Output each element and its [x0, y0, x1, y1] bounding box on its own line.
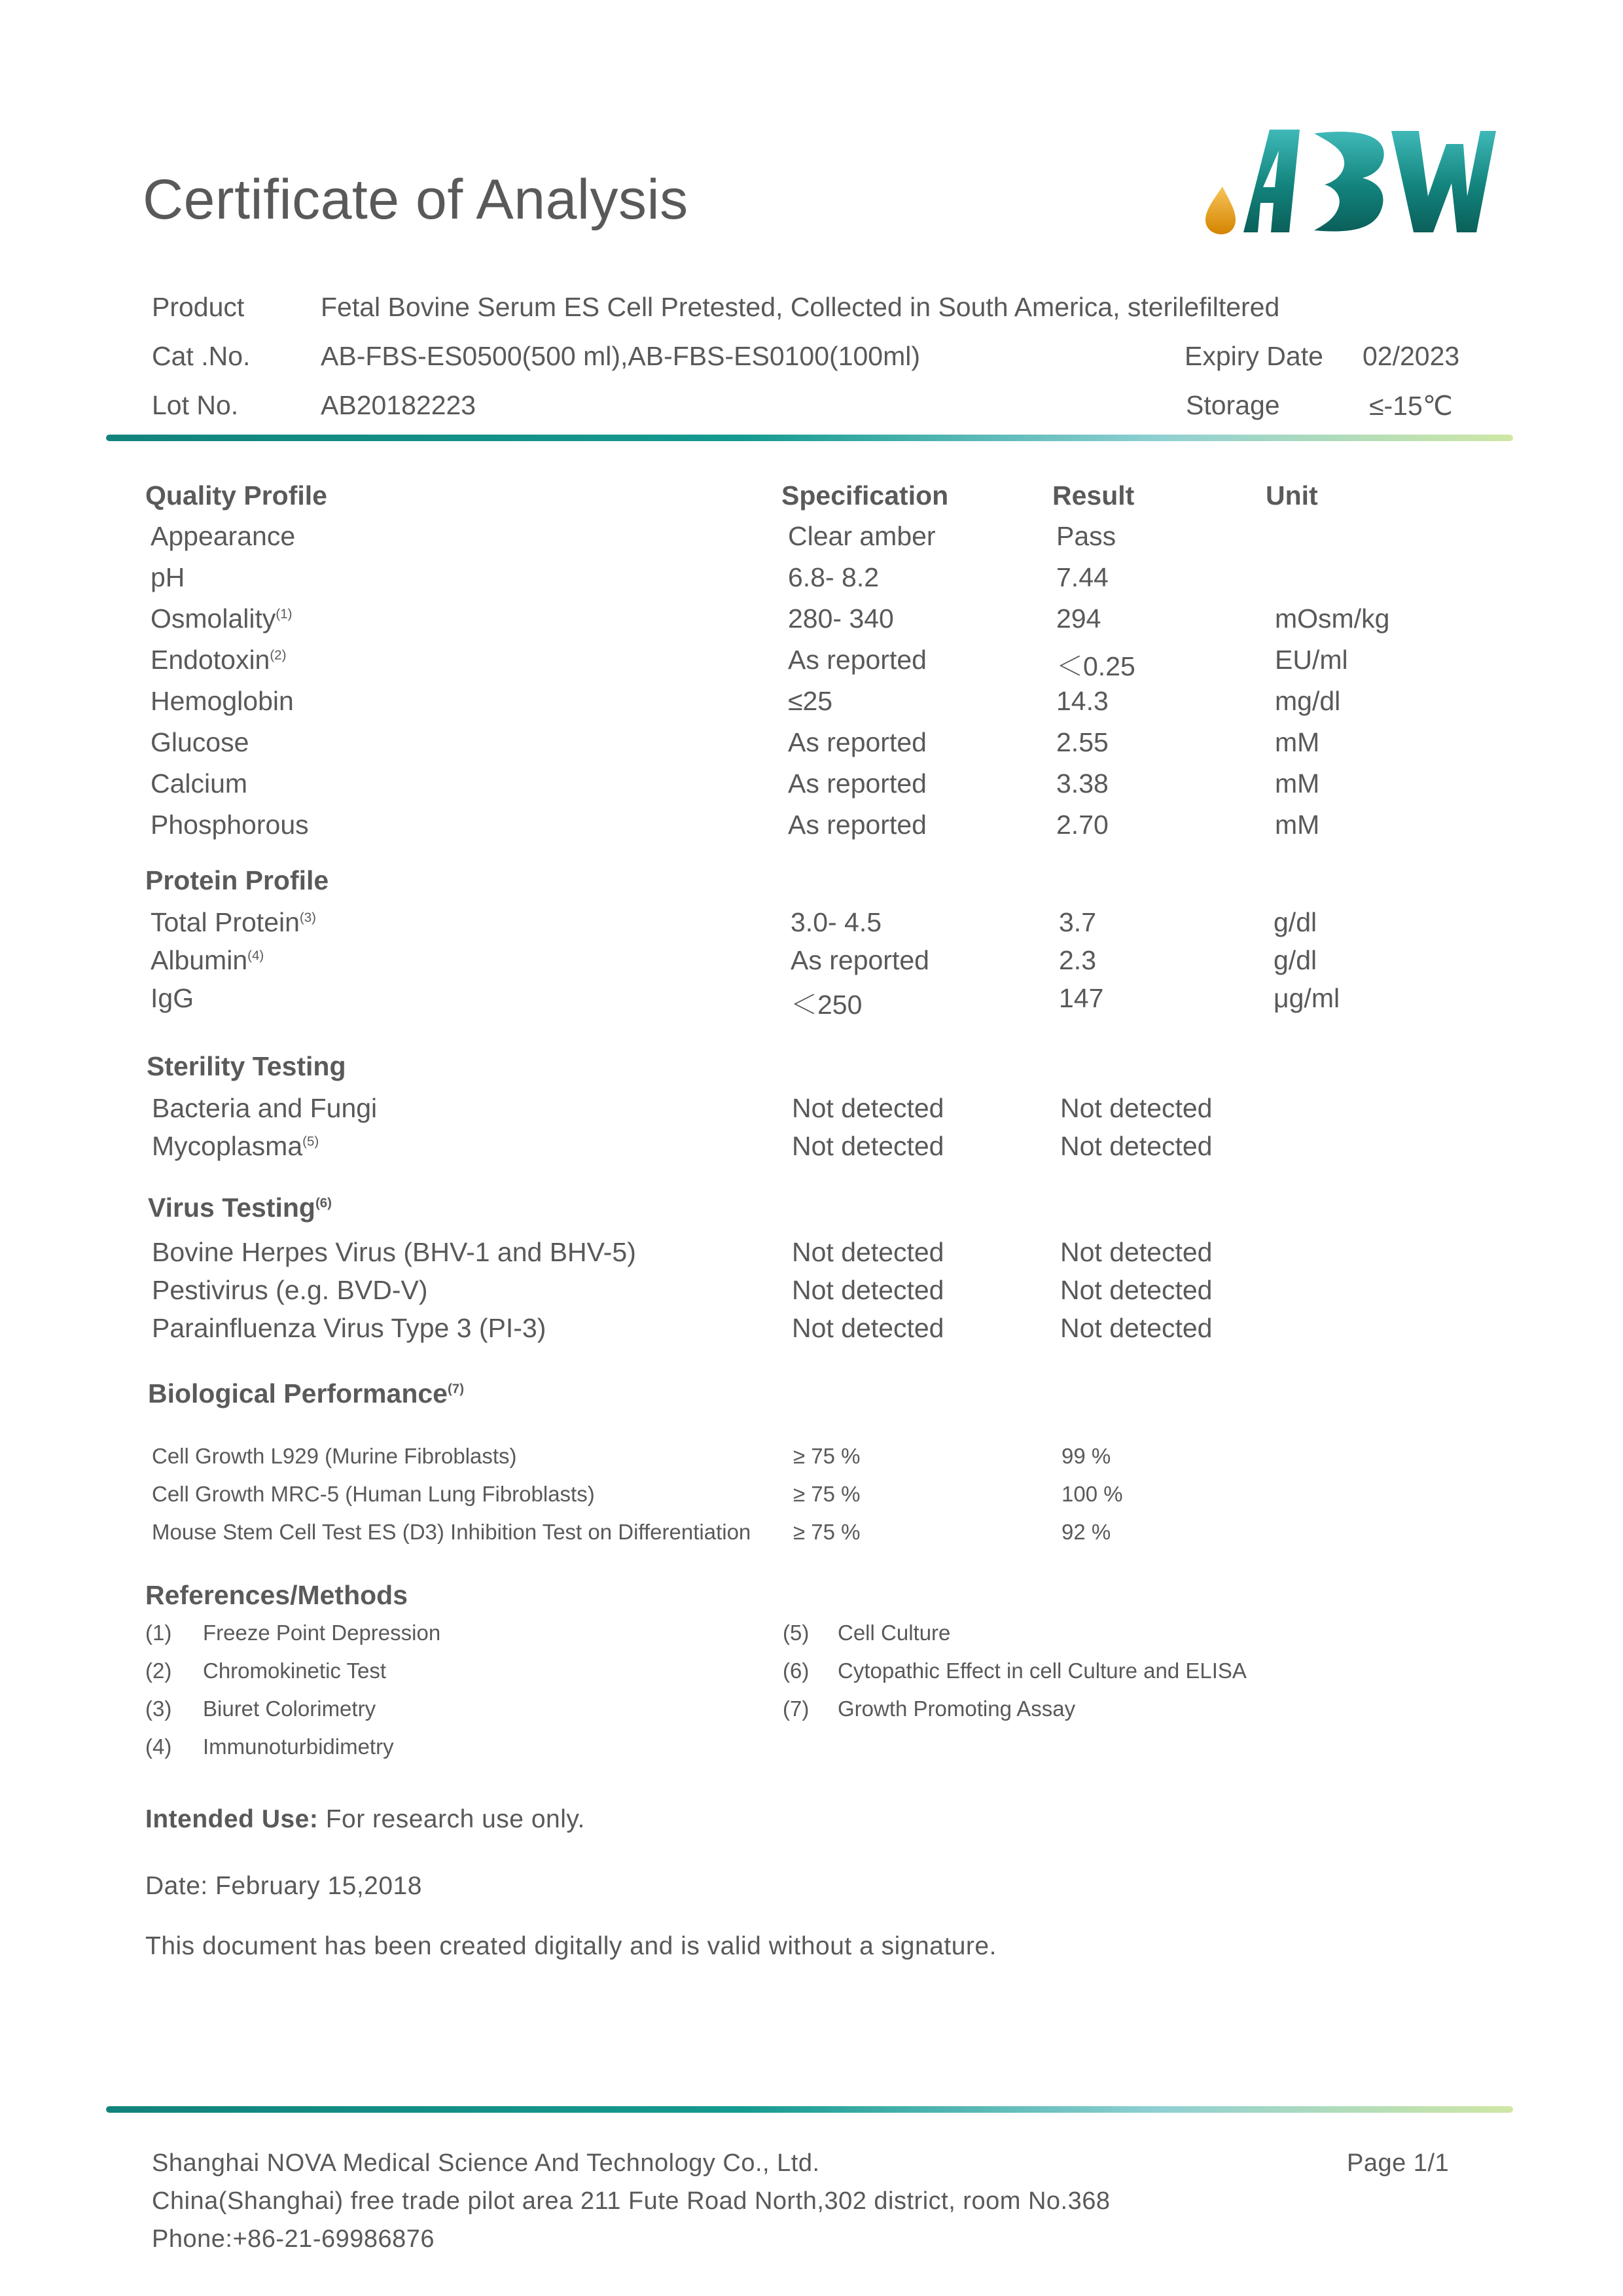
storage-value: ≤-15℃ [1369, 391, 1453, 421]
intended-use-text: For research use only. [318, 1805, 585, 1833]
table-row-result: Not detected [1060, 1313, 1213, 1343]
footer-divider [106, 2106, 1513, 2113]
product-value: Fetal Bovine Serum ES Cell Pretested, Collected in South America, sterilefiltered [321, 292, 1280, 322]
header-divider [106, 435, 1513, 441]
reference-text: Freeze Point Depression [203, 1621, 441, 1645]
reference-number: (4) [145, 1734, 172, 1759]
table-row-specification: Not detected [792, 1313, 944, 1343]
footer-page-number: Page 1/1 [1347, 2149, 1450, 2177]
table-row-specification: ≥ 75 % [793, 1444, 861, 1468]
biological-performance-footnote: (7) [447, 1381, 465, 1397]
unit-header: Unit [1266, 480, 1318, 511]
table-row-specification: ≥ 75 % [793, 1482, 861, 1506]
table-row-unit: μg/ml [1274, 983, 1340, 1013]
table-row-specification: 280- 340 [788, 603, 894, 634]
table-row-result: Not detected [1060, 1131, 1213, 1161]
table-row-name: Hemoglobin [151, 686, 294, 716]
reference-number: (1) [145, 1621, 172, 1645]
table-row-name: Calcium [151, 768, 248, 798]
table-row-name: Osmolality$^{(1)}$ [151, 603, 293, 634]
table-row-specification: Clear amber [788, 521, 936, 551]
intended-use [145, 1805, 585, 1834]
table-row-specification: As reported [791, 945, 929, 975]
table-row-name-footnote: (5) [302, 1134, 319, 1149]
footer-company: Shanghai NOVA Medical Science And Technology Co., Ltd. [152, 2149, 820, 2177]
reference-text: Biuret Colorimetry [203, 1696, 376, 1721]
protein-profile-title: Protein Profile [145, 865, 329, 895]
table-row-result: 99 % [1061, 1444, 1111, 1468]
storage-label: Storage [1186, 390, 1280, 420]
reference-text: Cytopathic Effect in cell Culture and ELISA [838, 1659, 1247, 1683]
table-row-specification: Not detected [792, 1093, 944, 1123]
reference-text: Growth Promoting Assay [838, 1696, 1076, 1721]
table-row-name-footnote: (4) [247, 948, 264, 963]
table-row-name: Bacteria and Fungi [152, 1093, 378, 1123]
intended-use-label: Intended Use: [145, 1805, 319, 1833]
table-row-result: 294 [1056, 603, 1101, 634]
product-label: Product [152, 292, 245, 322]
table-row-unit: mOsm/kg [1275, 603, 1390, 634]
table-row-name: Appearance [151, 521, 296, 551]
table-row-name: Total Protein$^{(3)}$ [151, 907, 316, 937]
table-row-unit: g/dl [1274, 945, 1317, 975]
table-row-result: Not detected [1060, 1275, 1213, 1305]
validity-statement: This document has been created digitally and is valid without a signature. [145, 1932, 997, 1960]
expiry-label: Expiry Date [1185, 341, 1323, 371]
lot-label: Lot No. [152, 390, 239, 420]
table-row-result: 2.70 [1056, 810, 1109, 840]
table-row-specification: Not detected [792, 1275, 944, 1305]
table-row-result: Not detected [1060, 1237, 1213, 1267]
table-row-name: pH [151, 562, 185, 592]
table-row-result: 100 % [1061, 1482, 1123, 1506]
table-row-specification: ≤25 [788, 686, 833, 716]
table-row-result: 2.3 [1059, 945, 1096, 975]
table-row-unit: mM [1275, 810, 1320, 840]
document-title: Certificate of Analysis [143, 168, 688, 231]
table-row-name: Cell Growth MRC-5 (Human Lung Fibroblasts) [152, 1482, 595, 1506]
cat-value: AB-FBS-ES0500(500 ml),AB-FBS-ES0100(100ml) [321, 341, 921, 371]
reference-number: (7) [783, 1696, 810, 1721]
table-row-result: 3.38 [1056, 768, 1109, 798]
expiry-value: 02/2023 [1363, 341, 1460, 371]
virus-testing-title: Virus Testing$^{(6)}$ [148, 1193, 332, 1223]
abw-logo [1203, 124, 1497, 236]
table-row-unit: mg/dl [1275, 686, 1341, 716]
table-row-name: Phosphorous [151, 810, 309, 840]
table-row-result: Not detected [1060, 1093, 1213, 1123]
cat-label: Cat .No. [152, 341, 251, 371]
sterility-testing-title: Sterility Testing [147, 1051, 346, 1081]
table-row-specification: As reported [788, 645, 927, 675]
reference-text: Immunoturbidimetry [203, 1734, 394, 1759]
biological-performance-title: Biological Performance$^{(7)}$ [148, 1378, 465, 1408]
table-row-result: 2.55 [1056, 727, 1109, 757]
references-title: References/Methods [145, 1580, 408, 1610]
document-date: Date: February 15,2018 [145, 1872, 422, 1900]
lot-value: AB20182223 [321, 390, 476, 420]
table-row-name-footnote: (2) [270, 647, 287, 663]
virus-testing-footnote: (6) [315, 1195, 332, 1211]
table-row-result: 14.3 [1056, 686, 1109, 716]
table-row-specification: As reported [788, 727, 927, 757]
table-row-name: Mouse Stem Cell Test ES (D3) Inhibition Test on Differentiation [152, 1520, 751, 1544]
table-row-name: Pestivirus (e.g. BVD-V) [152, 1275, 428, 1305]
quality-profile-title: Quality Profile [145, 480, 327, 511]
table-row-specification: 6.8- 8.2 [788, 562, 880, 592]
table-row-specification: Not detected [792, 1237, 944, 1267]
table-row-specification: 3.0- 4.5 [791, 907, 882, 937]
reference-number: (3) [145, 1696, 172, 1721]
result-header: Result [1052, 480, 1135, 511]
footer-phone: Phone:+86-21-69986876 [152, 2225, 435, 2253]
reference-text: Cell Culture [838, 1621, 951, 1645]
table-row-name: IgG [151, 983, 194, 1013]
reference-text: Chromokinetic Test [203, 1659, 387, 1683]
table-row-specification: ＜250 [791, 990, 863, 1020]
reference-number: (6) [783, 1659, 810, 1683]
table-row-result: 92 % [1061, 1520, 1111, 1544]
table-row-unit: mM [1275, 727, 1320, 757]
table-row-specification: As reported [788, 768, 927, 798]
table-row-name: Glucose [151, 727, 249, 757]
table-row-name: Parainfluenza Virus Type 3 (PI-3) [152, 1313, 546, 1343]
table-row-name: Bovine Herpes Virus (BHV-1 and BHV-5) [152, 1237, 636, 1267]
table-row-name: Endotoxin$^{(2)}$ [151, 645, 287, 675]
table-row-result: Pass [1056, 521, 1116, 551]
reference-number: (2) [145, 1659, 172, 1683]
table-row-result: 147 [1059, 983, 1104, 1013]
table-row-unit: EU/ml [1275, 645, 1348, 675]
table-row-specification: Not detected [792, 1131, 944, 1161]
table-row-name: Cell Growth L929 (Murine Fibroblasts) [152, 1444, 517, 1468]
footer-address: China(Shanghai) free trade pilot area 211 Fute Road North,302 district, room No.368 [152, 2187, 1111, 2215]
table-row-result: ＜0.25 [1056, 651, 1135, 681]
table-row-name-footnote: (3) [299, 910, 316, 925]
table-row-result: 3.7 [1059, 907, 1096, 937]
table-row-specification: As reported [788, 810, 927, 840]
table-row-unit: mM [1275, 768, 1320, 798]
specification-header: Specification [781, 480, 949, 511]
table-row-unit: g/dl [1274, 907, 1317, 937]
table-row-name-footnote: (1) [276, 606, 293, 622]
table-row-specification: ≥ 75 % [793, 1520, 861, 1544]
reference-number: (5) [783, 1621, 810, 1645]
table-row-result: 7.44 [1056, 562, 1109, 592]
table-row-name: Albumin$^{(4)}$ [151, 945, 264, 975]
table-row-name: Mycoplasma$^{(5)}$ [152, 1131, 319, 1161]
